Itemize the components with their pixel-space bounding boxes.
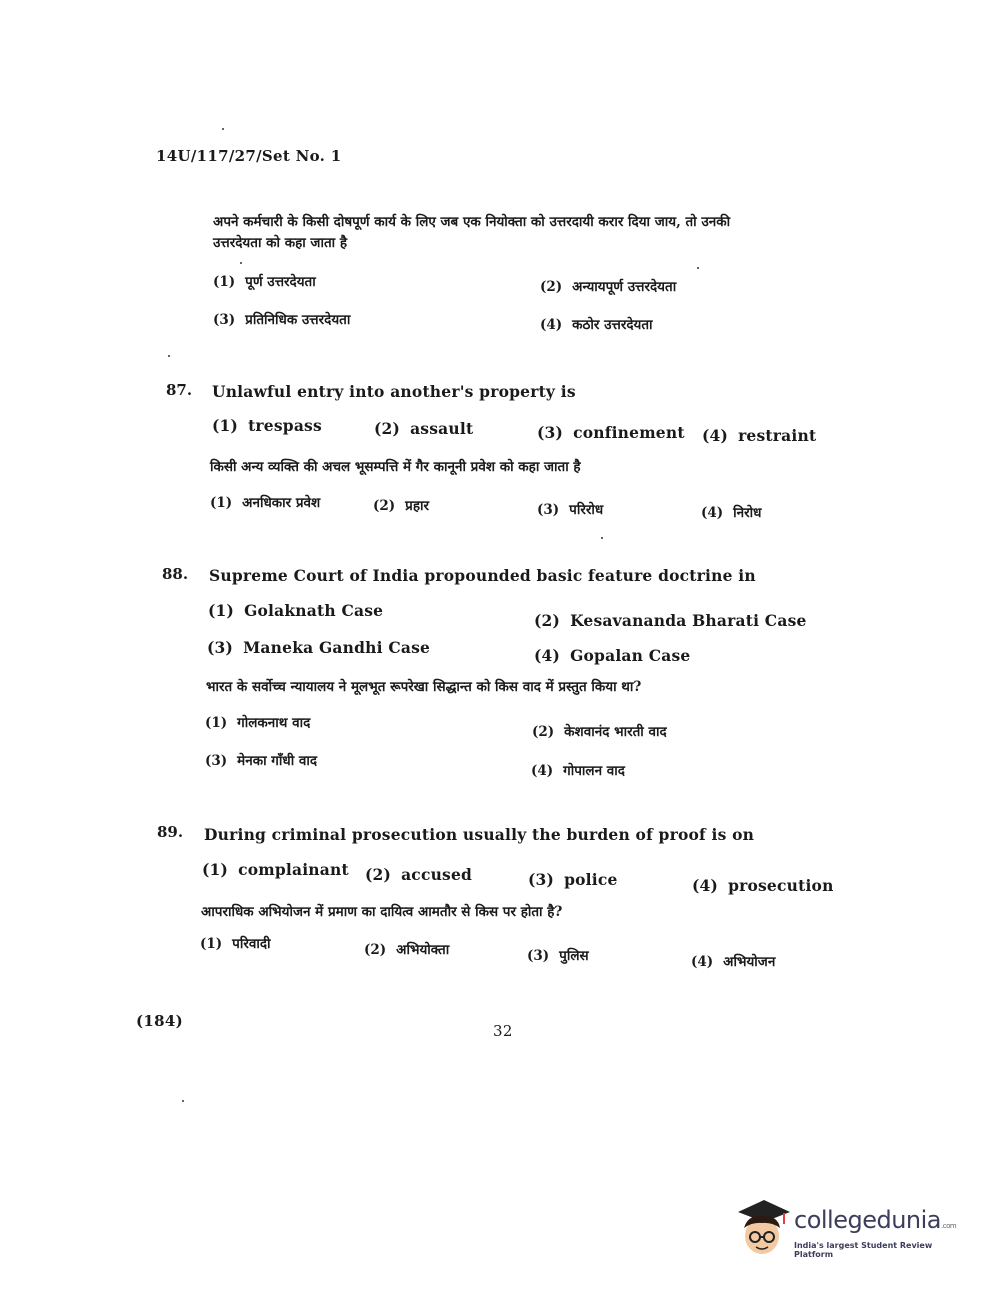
q87-option-1: (1) trespass [212,416,322,435]
q88-hindi-option-4: (4) गोपालन वाद [531,763,625,779]
q86-hindi-option-3: (3) प्रतिनिधिक उत्तरदेयता [213,312,351,328]
q89-stem: During criminal prosecution usually the burden of proof is on [204,825,755,844]
q87-hindi-option-1: (1) अनधिकार प्रवेश [210,495,321,511]
q89-hindi-option-1: (1) परिवादी [200,936,271,952]
q88-option-4: (4) Gopalan Case [534,646,691,665]
q86-hindi-stem-line2: उत्तरदेयता को कहा जाता है [213,235,348,251]
q89-hindi-stem: आपराधिक अभियोजन में प्रमाण का दायित्व आमतौर से किस पर होता है? [201,904,563,920]
q88-hindi-stem: भारत के सर्वोच्च न्यायालय ने मूलभूत रूपरेखा सिद्धान्त को किस वाद में प्रस्तुत किया था? [206,679,642,695]
q87-option-4: (4) restraint [702,426,817,445]
logo-tagline: India's largest Student Review Platform [794,1241,933,1259]
paper-code: 14U/117/27/Set No. 1 [156,147,342,165]
q89-option-2: (2) accused [365,865,473,884]
q89-hindi-option-3: (3) पुलिस [527,948,589,964]
q86-hindi-option-1: (1) पूर्ण उत्तरदेयता [213,274,316,290]
page-number: 32 [493,1022,513,1040]
q87-option-3: (3) confinement [537,423,685,442]
q88-option-1: (1) Golaknath Case [208,601,384,620]
scan-speck [240,262,242,264]
mascot-icon [734,1198,792,1258]
q89-option-1: (1) complainant [202,860,349,879]
q87-hindi-stem: किसी अन्य व्यक्ति की अचल भूसम्पत्ति में गैर कानूनी प्रवेश को कहा जाता है [210,459,581,475]
scan-speck [601,537,603,539]
q89-hindi-option-2: (2) अभियोक्ता [364,942,450,958]
q87-hindi-option-2: (2) प्रहार [373,498,430,514]
q86-hindi-option-4: (4) कठोर उत्तरदेयता [540,317,653,333]
q88-stem: Supreme Court of India propounded basic feature doctrine in [209,566,756,585]
q88-hindi-option-1: (1) गोलकनाथ वाद [205,715,311,731]
collegedunia-logo [734,1198,959,1258]
q87-stem: Unlawful entry into another's property is [212,382,576,401]
q88-hindi-option-2: (2) केशवानंद भारती वाद [532,724,667,740]
q86-hindi-option-2: (2) अन्यायपूर्ण उत्तरदेयता [540,279,677,295]
q87-hindi-option-3: (3) परिरोध [537,502,604,518]
scan-speck [222,128,224,130]
scan-speck [697,267,699,269]
q89-option-4: (4) prosecution [692,876,834,895]
question-number-88: 88. [162,565,189,583]
question-number-87: 87. [166,381,193,399]
q89-option-3: (3) police [528,870,618,889]
question-number-89: 89. [157,823,184,841]
scan-speck [182,1100,184,1102]
q88-option-2: (2) Kesavananda Bharati Case [534,611,807,630]
q88-hindi-option-3: (3) मेनका गाँधी वाद [205,753,318,769]
footer-code: (184) [136,1012,184,1030]
q86-hindi-stem-line1: अपने कर्मचारी के किसी दोषपूर्ण कार्य के लिए जब एक नियोक्ता को उत्तरदायी करार दिया जाय, तो उनकी [213,214,731,230]
q87-hindi-option-4: (4) निरोध [701,505,762,521]
logo-wordmark: collegedunia.com [794,1206,957,1234]
scan-speck [168,355,170,357]
q87-option-2: (2) assault [374,419,474,438]
q88-option-3: (3) Maneka Gandhi Case [207,638,431,657]
q89-hindi-option-4: (4) अभियोजन [691,954,776,970]
